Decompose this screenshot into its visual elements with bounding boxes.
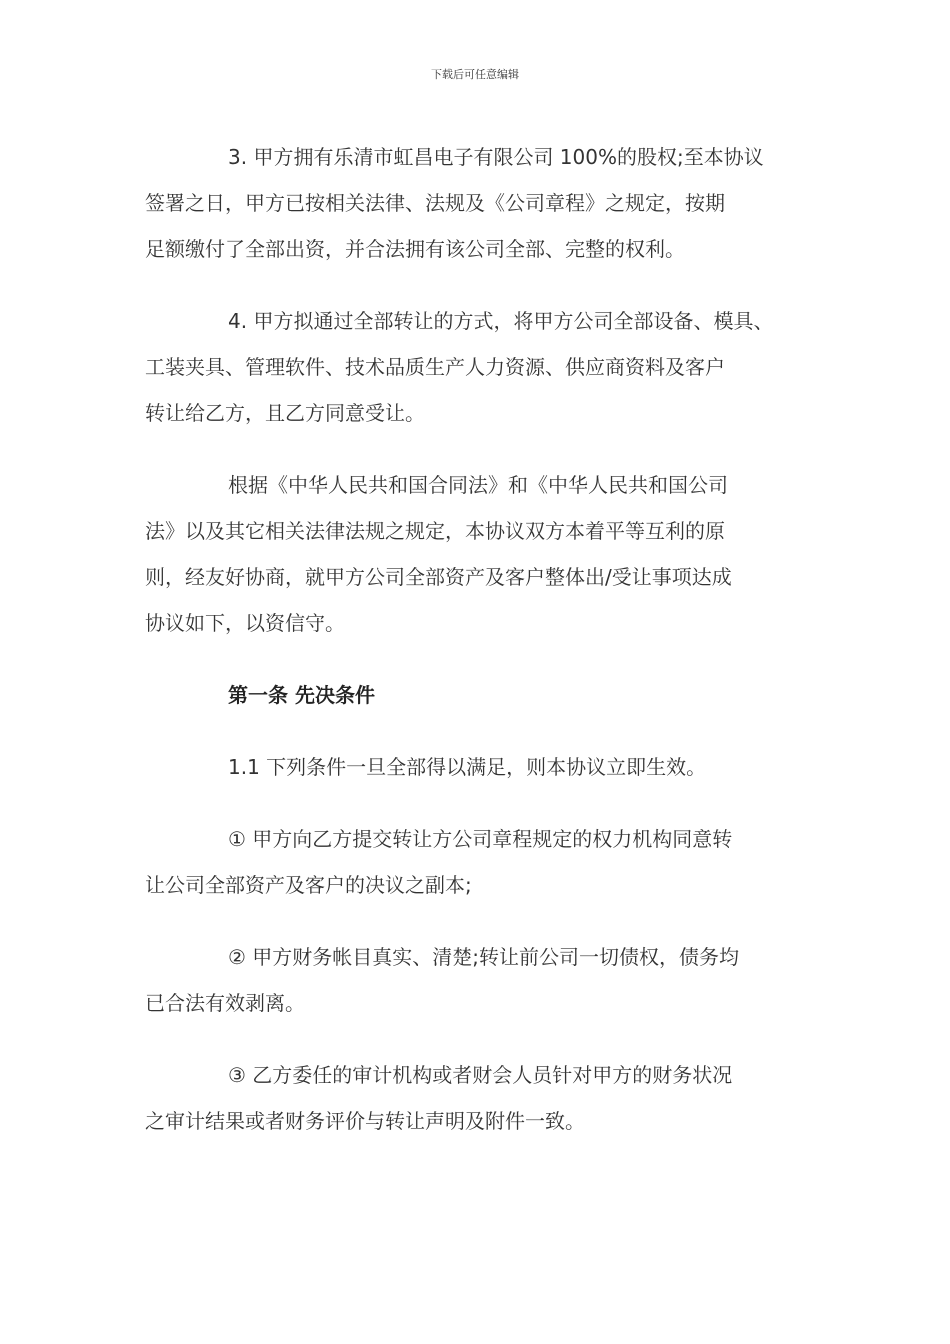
paragraph-line: 转让给乙方，且乙方同意受让。 (145, 401, 425, 425)
paragraph-4 (145, 298, 825, 436)
paragraph-line: 签署之日，甲方已按相关法律、法规及《公司章程》之规定，按期 (145, 191, 725, 215)
paragraph-line: 工装夹具、管理软件、技术品质生产人力资源、供应商资料及客户 (145, 355, 725, 379)
page-header: 下载后可任意编辑 (431, 68, 519, 81)
section-heading (145, 672, 825, 718)
paragraph-line: 3. 甲方拥有乐清市虹昌电子有限公司 100%的股权;至本协议 (228, 145, 764, 169)
paragraph-line: 协议如下，以资信守。 (145, 611, 345, 635)
paragraph-line: ③ 乙方委任的审计机构或者财会人员针对甲方的财务状况 (228, 1063, 733, 1087)
paragraph-3 (145, 134, 825, 272)
paragraph-line: 则，经友好协商，就甲方公司全部资产及客户整体出/受让事项达成 (145, 565, 732, 589)
paragraph-line: ② 甲方财务帐目真实、清楚;转让前公司一切债权，债务均 (228, 945, 740, 969)
paragraph-legal-basis (145, 462, 825, 646)
paragraph-line: 之审计结果或者财务评价与转让声明及附件一致。 (145, 1109, 585, 1133)
paragraph-line: 4. 甲方拟通过全部转让的方式，将甲方公司全部设备、模具、 (228, 309, 774, 333)
clause-1-1 (145, 744, 825, 790)
paragraph-line: 1.1 下列条件一旦全部得以满足，则本协议立即生效。 (228, 755, 707, 779)
document-body (145, 134, 825, 1144)
paragraph-line: 足额缴付了全部出资，并合法拥有该公司全部、完整的权利。 (145, 237, 685, 261)
paragraph-line: ① 甲方向乙方提交转让方公司章程规定的权力机构同意转 (228, 827, 733, 851)
paragraph-line: 法》以及其它相关法律法规之规定，本协议双方本着平等互利的原 (145, 519, 725, 543)
paragraph-line: 已合法有效剥离。 (145, 991, 305, 1015)
paragraph-line: 根据《中华人民共和国合同法》和《中华人民共和国公司 (228, 473, 728, 497)
section-heading-text: 第一条 先决条件 (228, 683, 375, 707)
condition-3 (145, 1052, 825, 1144)
condition-2 (145, 934, 825, 1026)
condition-1 (145, 816, 825, 908)
paragraph-line: 让公司全部资产及客户的决议之副本; (145, 873, 472, 897)
